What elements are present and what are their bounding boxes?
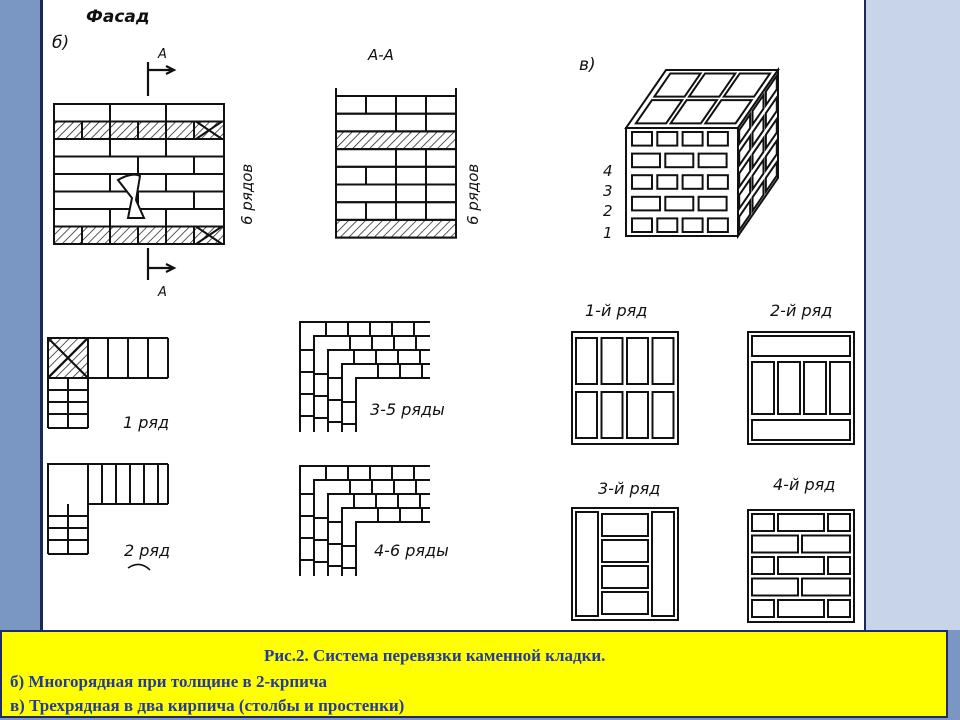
pier-row4-plan [748,510,854,622]
brick [602,566,648,588]
brick [632,154,660,168]
brick [752,579,798,596]
brick [576,512,598,616]
header-row-hatch [336,220,456,238]
brick [632,218,652,232]
plan-row2-tick [128,564,150,570]
pier-row1-plan [572,332,678,444]
brick [576,392,597,438]
brick [657,175,677,189]
section-title: А-А [368,46,394,64]
section-mark-top-letter: А [158,47,167,62]
plan-row2-label: 2 ряд [124,541,171,560]
brick [752,336,850,356]
caption-line-v: в) Трехрядная в два кирпича (столбы и простенки) [10,696,405,715]
brick [602,514,648,536]
brick [778,362,800,414]
brick [802,579,850,596]
brick [828,600,850,617]
brick [632,197,660,211]
brick [602,540,648,562]
caption-title: Рис.2. Система перевязки каменной кладки. [264,646,606,665]
brick-course [54,104,224,122]
brick [802,536,850,553]
brick [632,175,652,189]
course-line [328,494,430,576]
plan-rows35-label: 3-5 ряды [370,400,445,419]
brick [828,514,850,531]
pier-row3-plan [572,508,678,620]
brick [653,338,674,384]
crack-mark [118,175,144,218]
brick [752,420,850,440]
brick [830,362,850,414]
section-mark-bottom [148,248,174,280]
brick [752,362,774,414]
section-mark-top [148,62,174,96]
pier-isometric [626,70,778,236]
brick [632,132,652,146]
brick [627,392,648,438]
pier-outline [572,332,678,444]
pier-row3-label: 3-й ряд [598,479,661,498]
cube-number-1: 1 [603,224,613,242]
brick-course [54,139,224,157]
rows6-facade-label: 6 рядов [238,163,256,225]
brick [602,392,623,438]
brick [752,514,774,531]
brick [665,154,693,168]
brick [652,512,674,616]
brick [683,218,703,232]
facade-wall [54,104,224,244]
cube-number-4: 4 [603,162,613,180]
brick [778,600,824,617]
brick [665,197,693,211]
cube-number-3: 3 [603,182,613,200]
brick [708,132,728,146]
course-line [328,350,430,432]
plan-row1-label: 1 ряд [123,413,170,432]
rows6-section-label: 6 рядов [464,163,482,225]
caption-line-b: б) Многорядная при толщине в 2-крпича [10,672,328,691]
brick [657,218,677,232]
caption-box [0,630,948,718]
brick [752,600,774,617]
brick [653,392,674,438]
pier-row2-plan [748,332,854,444]
brick [576,338,597,384]
brick [602,592,648,614]
label-v: в) [579,55,596,75]
section-aa [336,88,456,238]
brick [778,514,824,531]
section-mark-bottom-letter: А [158,285,167,300]
brick [657,132,677,146]
pier-outline [748,510,854,622]
plan-rows46-label: 4-6 ряды [374,541,449,560]
brick [752,557,774,574]
brick [683,132,703,146]
facade-title: Фасад [86,7,150,27]
pier-row4-label: 4-й ряд [773,475,836,494]
brick [627,338,648,384]
brick [683,175,703,189]
pier-row1-label: 1-й ряд [585,301,648,320]
pier-outline [572,508,678,620]
brick [699,197,727,211]
brick [828,557,850,574]
cube-number-2: 2 [603,202,613,220]
brick [752,536,798,553]
label-b: б) [52,33,70,53]
brick [778,557,824,574]
brick [804,362,826,414]
brick [708,175,728,189]
brick [602,338,623,384]
pier-row2-label: 2-й ряд [770,301,833,320]
header-row-hatch [336,131,456,149]
brick [699,154,727,168]
brick [708,218,728,232]
